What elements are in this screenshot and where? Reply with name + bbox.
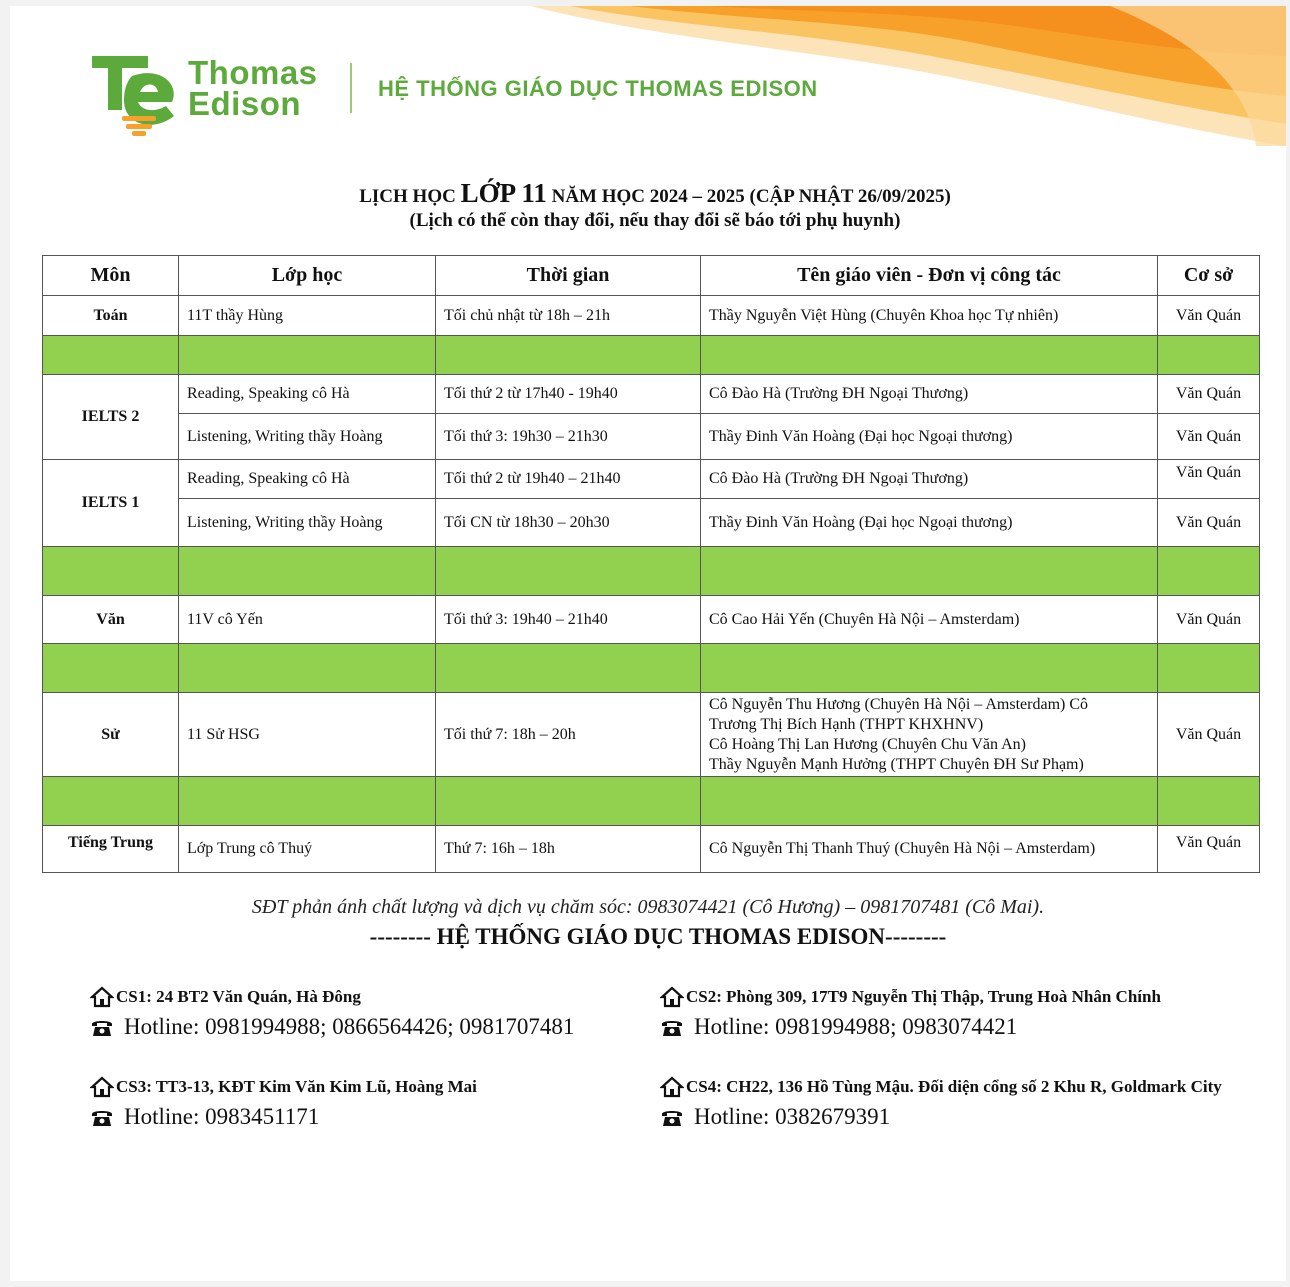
teacher-line: Trương Thị Bích Hạnh (THPT KHXHNV) [709,715,984,733]
teacher-cell: Cô Đào Hà (Trường ĐH Ngoại Thương) [701,375,1158,414]
phone-icon [90,1106,114,1128]
separator-row [43,547,1260,596]
time-cell: Tối thứ 3: 19h40 – 21h40 [436,596,701,644]
logo-text-thomas: Thomas [188,54,318,91]
teacher-line: Cô Hoàng Thị Lan Hương (Chuyên Chu Văn An) [709,735,1026,753]
time-cell: Tối thứ 7: 18h – 20h [436,693,701,777]
class-cell: Listening, Writing thầy Hoàng [179,499,436,547]
schedule-title [10,178,1286,209]
table-row [43,460,1260,499]
branch-address: CS1: 24 BT2 Văn Quán, Hà Đông [116,987,361,1006]
header-teacher: Tên giáo viên - Đơn vị công tác [701,256,1158,296]
class-cell: Lớp Trung cô Thuý [179,826,436,873]
system-header: HỆ THỐNG GIÁO DỤC THOMAS EDISON [378,76,818,101]
teacher-line: Thầy Nguyễn Mạnh Hưởng (THPT Chuyên ĐH Sư Phạm) [709,755,1084,773]
branch-cs2 [660,986,1161,1040]
class-cell: Listening, Writing thầy Hoàng [179,414,436,460]
home-icon [90,1076,114,1098]
table-row [43,693,1260,777]
campus-cell: Văn Quán [1158,693,1260,777]
class-cell: 11T thầy Hùng [179,296,436,336]
title-suffix: NĂM HỌC 2024 – 2025 (CẬP NHẬT 26/09/2025) [546,186,951,207]
teacher-cell: Thầy Đinh Văn Hoàng (Đại học Ngoại thương) [701,414,1158,460]
schedule-table [42,255,1260,873]
time-cell: Tối chủ nhật từ 18h – 21h [436,296,701,336]
feedback-contact: SĐT phản ánh chất lượng và dịch vụ chăm sóc: 0983074421 (Cô Hương) – 0981707481 (Cô Mai). [251,896,1045,918]
subject-cell: IELTS 1 [43,460,179,547]
phone-icon [90,1016,114,1038]
campus-cell: Văn Quán [1158,375,1260,414]
teacher-cell: Thầy Nguyễn Việt Hùng (Chuyên Khoa học Tự nhiên) [701,296,1158,336]
class-cell: Reading, Speaking cô Hà [179,460,436,499]
class-cell: 11 Sử HSG [179,693,436,777]
table-row [43,596,1260,644]
subject-cell: Văn [43,596,179,644]
campus-cell: Văn Quán [1158,414,1260,460]
schedule-page [10,6,1286,1281]
time-cell: Tối CN từ 18h30 – 20h30 [436,499,701,547]
separator-row [43,777,1260,826]
table-row [43,414,1260,460]
campus-cell: Văn Quán [1158,499,1260,547]
branch-cs3 [90,1076,477,1130]
branch-hotline: Hotline: 0981994988; 0866564426; 0981707481 [124,1014,575,1039]
teacher-cell: Cô Đào Hà (Trường ĐH Ngoại Thương) [701,460,1158,499]
subject-cell: Toán [43,296,179,336]
time-cell: Tối thứ 3: 19h30 – 21h30 [436,414,701,460]
subject-cell: Sử [43,693,179,777]
footer-system-title: -------- HỆ THỐNG GIÁO DỤC THOMAS EDISON-------- [369,924,947,949]
table-header-row [43,256,1260,296]
time-cell: Thứ 7: 16h – 18h [436,826,701,873]
branch-hotline: Hotline: 0981994988; 0983074421 [694,1014,1018,1039]
title-class: LỚP 11 [460,178,547,208]
header-time: Thời gian [436,256,701,296]
class-cell: 11V cô Yến [179,596,436,644]
phone-icon [660,1016,684,1038]
branch-hotline: Hotline: 0382679391 [694,1104,891,1129]
campus-cell: Văn Quán [1158,296,1260,336]
separator-row [43,644,1260,693]
table-row [43,296,1260,336]
branch-hotline: Hotline: 0983451171 [124,1104,320,1129]
header-campus: Cơ sở [1158,256,1260,296]
campus-cell: Văn Quán [1158,826,1260,873]
home-icon [90,986,114,1008]
table-row [43,499,1260,547]
branch-cs4 [660,1076,1222,1130]
brand-divider [350,63,352,113]
table-row [43,375,1260,414]
header-subject: Môn [43,256,179,296]
teacher-cell: Thầy Đinh Văn Hoàng (Đại học Ngoại thương) [701,499,1158,547]
teacher-cell [701,693,1158,777]
branch-address: CS4: CH22, 136 Hồ Tùng Mậu. Đối diện cổng số 2 Khu R, Goldmark City [686,1077,1222,1096]
time-cell: Tối thứ 2 từ 17h40 - 19h40 [436,375,701,414]
table-row [43,826,1260,873]
logo-text-edison: Edison [188,85,302,122]
time-cell: Tối thứ 2 từ 19h40 – 21h40 [436,460,701,499]
branch-cs1 [90,986,574,1040]
header-class: Lớp học [179,256,436,296]
teacher-cell: Cô Cao Hải Yến (Chuyên Hà Nội – Amsterdam) [701,596,1158,644]
phone-icon [660,1106,684,1128]
campus-cell: Văn Quán [1158,460,1260,499]
class-cell: Reading, Speaking cô Hà [179,375,436,414]
branch-address: CS3: TT3-13, KĐT Kim Văn Kim Lũ, Hoàng Mai [116,1077,477,1096]
title-prefix: LỊCH HỌC [359,186,461,207]
schedule-subtitle: (Lịch có thể còn thay đổi, nếu thay đổi sẽ báo tới phụ huynh) [409,210,901,231]
subject-cell: IELTS 2 [43,375,179,460]
home-icon [660,986,684,1008]
subject-cell: Tiếng Trung [43,826,179,873]
thomas-edison-logo [88,50,180,136]
separator-row [43,336,1260,375]
home-icon [660,1076,684,1098]
teacher-cell: Cô Nguyễn Thị Thanh Thuý (Chuyên Hà Nội – Amsterdam) [701,826,1158,873]
campus-cell: Văn Quán [1158,596,1260,644]
branch-address: CS2: Phòng 309, 17T9 Nguyễn Thị Thập, Trung Hoà Nhân Chính [686,987,1161,1006]
teacher-line: Cô Nguyễn Thu Hương (Chuyên Hà Nội – Amsterdam) Cô [709,695,1089,713]
